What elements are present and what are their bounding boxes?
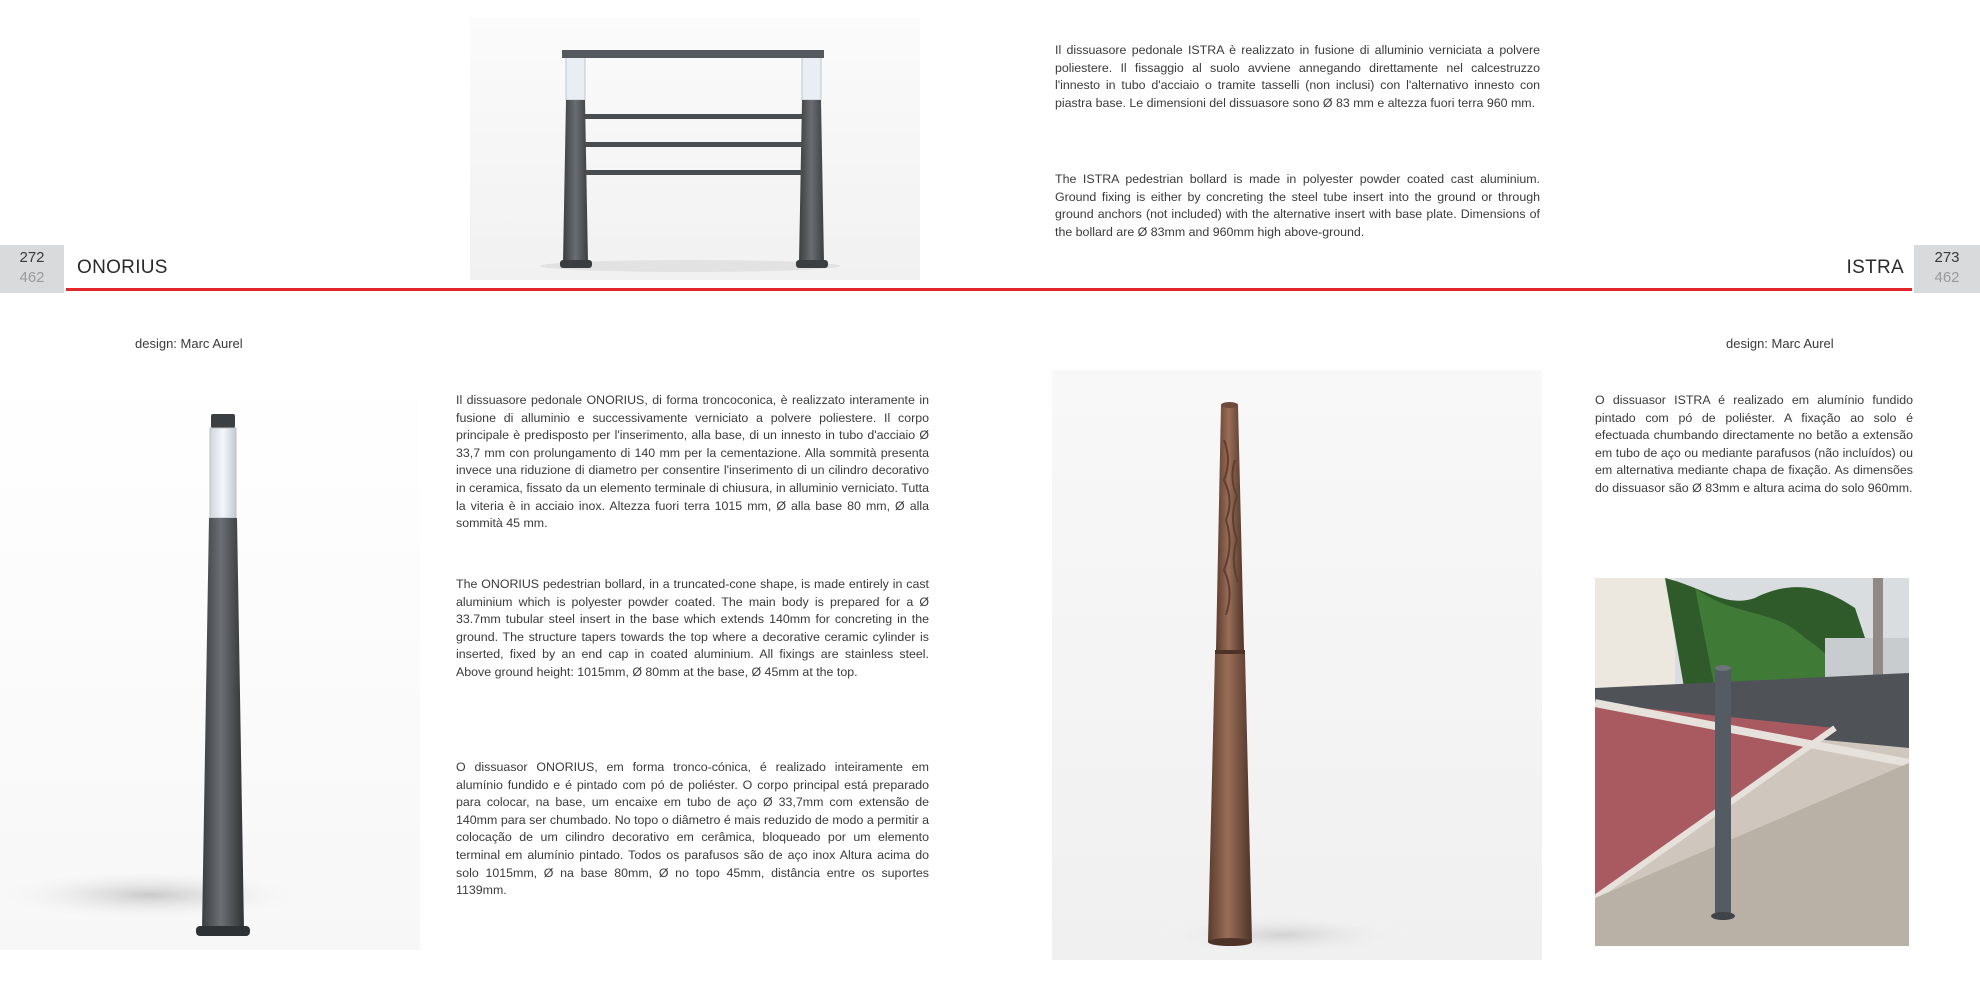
onorius-text-english: The ONORIUS pedestrian bollard, in a truncated-cone shape, is made entirely in cast aluminium which is polyester powder coated. The main body is prepared for a Ø 33.7mm tubular steel insert in the base which extends 140mm for concreting in the ground. The structure tapers towards the top where a decorative ceramic cylinder is inserted, fixed by an end cap in coated aluminium. All fixings are stainless steel. Above ground height: 1015mm, Ø 80mm at the base, Ø 45mm at the top. (456, 577, 929, 679)
page-total: 462 (19, 269, 45, 286)
onorius-bollard-photo (0, 370, 420, 950)
istra-text-italian: Il dissuasore pedonale ISTRA è realizzato in fusione di alluminio verniciata a polvere poliestere. Il fissaggio al suolo avviene annegando direttamente nel calcestruzzo l'innesto in tubo d'acciaio o tramite tasselli (non inclusi) con l'alternativo innesto con piastra base. Le dimensioni del dissuasore sono Ø 83 mm e altezza fuori terra 960 mm. (1055, 43, 1540, 110)
page-total: 462 (1934, 269, 1960, 286)
designer-credit-onorius: design: Marc Aurel (135, 336, 243, 351)
istra-text-english: The ISTRA pedestrian bollard is made in polyester powder coated cast aluminium. Ground fixing is either by concreting the steel tube insert into the ground or through ground anchors (not included) with the alternative insert with base plate. Dimensions of the bollard are Ø 83mm and 960mm high above-ground. (1055, 172, 1540, 239)
istra-bollard-illustration (1052, 370, 1542, 960)
header-rule-right (990, 288, 1912, 291)
barrier-illustration (470, 18, 920, 280)
page-number-box-left (0, 245, 64, 293)
product-title-istra: ISTRA (1846, 257, 1904, 278)
onorius-text-italian: Il dissuasore pedonale ONORIUS, di forma troncoconica, è realizzato interamente in fusione di alluminio e successivamente verniciato a polvere poliestere. Il corpo principale è predisposto per l'inserimento, alla base, di un innesto in tubo d'acciaio Ø 33,7 mm con prolungamento di 140 mm per la cementazione. Alla sommità presenta invece una riduzione di diametro per consentire l'inserimento di un cilindro decorativo in ceramica, fissato da un elemento terminale di chiusura, in alluminio verniciato. Tutta la viteria è in acciaio inox. Altezza fuori terra 1015 mm, Ø alla base 80 mm, Ø alla sommità 45 mm. (456, 393, 929, 531)
onorius-bollard-illustration (0, 370, 420, 950)
page-number: 273 (1934, 249, 1960, 266)
barrier-photo (470, 18, 920, 280)
designer-credit-istra: design: Marc Aurel (1726, 336, 1834, 351)
header-rule-left (66, 288, 990, 291)
onorius-text-portuguese: O dissuasor ONORIUS, em forma tronco-cónica, é realizado inteiramente em alumínio fundido e é pintado com pó de poliéster. O corpo principal está preparado para colocar, na base, um encaixe em tubo de aço Ø 33,7mm com extensão de 140mm para ser chumbado. No topo o diâmetro é mais reduzido de modo a permitir a colocação de um cilindro decorativo em cerâmica, bloqueado por um elemento terminal em alumínio pintado. Todos os parafusos são de aço inox Altura acima do solo 1015mm, Ø na base 80mm, Ø no topo 45mm, distância entre os suportes 1139mm. (456, 760, 929, 898)
page-number: 272 (19, 249, 45, 266)
street-scene-illustration (1595, 578, 1909, 946)
page-number-box-right (1914, 245, 1980, 293)
istra-bollard-photo (1052, 370, 1542, 960)
istra-text-portuguese: O dissuasor ISTRA é realizado em alumínio fundido pintado com pó de poliéster. A fixação ao solo é efectuada chumbando directamente no betão a extensão em tubo de aço ou mediante parafusos (não incluídos) ou em alternativa mediante chapa de fixação. As dimensões do dissuasor são Ø 83mm e altura acima do solo 960mm. (1595, 393, 1913, 495)
product-title-onorius: ONORIUS (77, 257, 168, 278)
istra-street-photo (1595, 578, 1909, 946)
